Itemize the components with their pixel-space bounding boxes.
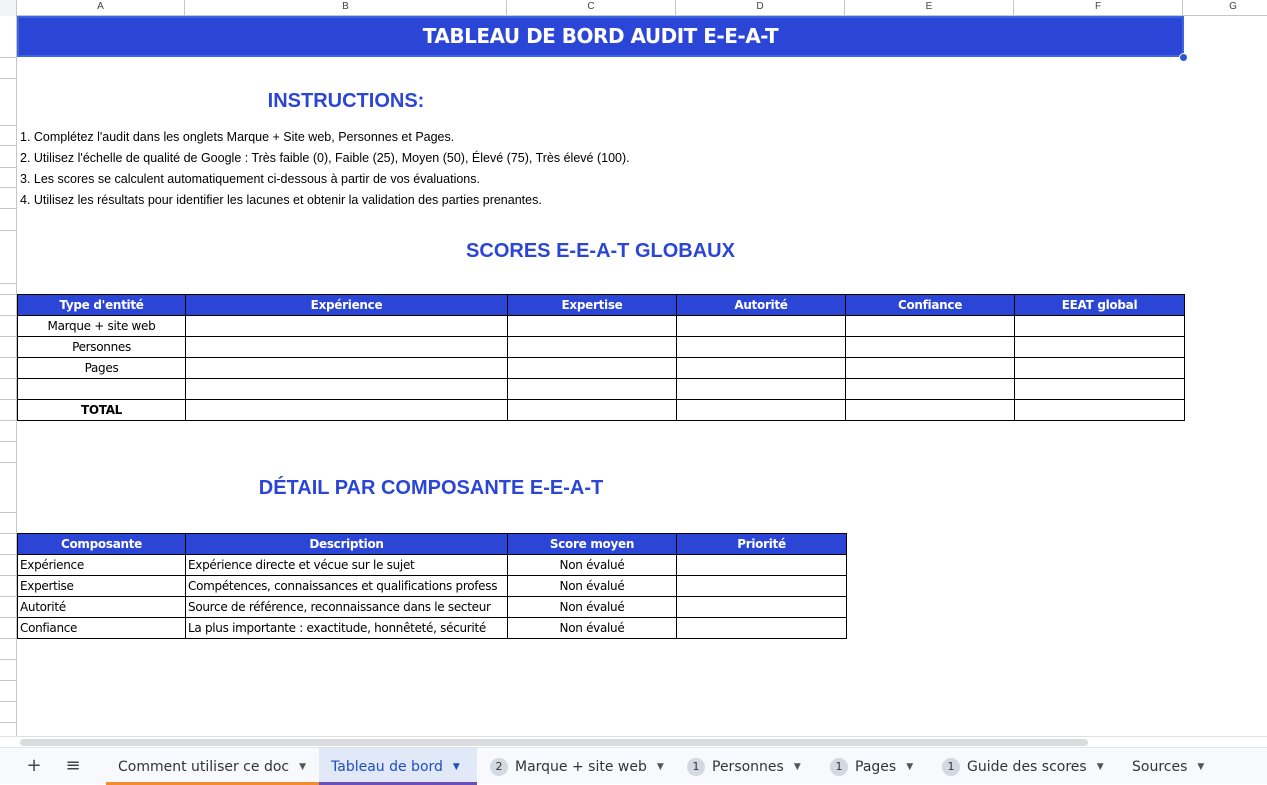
column-header-d[interactable]: D bbox=[676, 0, 845, 16]
total-cell[interactable] bbox=[677, 400, 846, 421]
header-type-entite[interactable]: Type d'entité bbox=[18, 295, 186, 316]
chevron-down-icon[interactable]: ▼ bbox=[793, 761, 801, 772]
score-cell[interactable] bbox=[677, 358, 846, 379]
score-cell[interactable] bbox=[846, 316, 1015, 337]
sheet-tab-bar bbox=[0, 747, 1267, 784]
column-header-c[interactable]: C bbox=[507, 0, 676, 16]
column-header-bar bbox=[0, 0, 1267, 16]
entity-cell[interactable]: Personnes bbox=[18, 337, 186, 358]
header-composante[interactable]: Composante bbox=[18, 534, 186, 555]
total-cell[interactable] bbox=[846, 400, 1015, 421]
score-cell[interactable] bbox=[186, 379, 508, 400]
chevron-down-icon[interactable]: ▼ bbox=[1096, 761, 1104, 772]
add-sheet-icon[interactable]: + bbox=[26, 755, 42, 776]
priorite-cell[interactable] bbox=[677, 618, 847, 639]
header-autorite[interactable]: Autorité bbox=[677, 295, 846, 316]
table-total-row bbox=[18, 400, 1185, 421]
tab-tableau-de-bord[interactable] bbox=[319, 748, 477, 785]
description-cell[interactable]: La plus importante : exactitude, honnêteté, sécurité bbox=[186, 618, 508, 639]
chevron-down-icon[interactable]: ▼ bbox=[1197, 761, 1205, 772]
entity-cell[interactable] bbox=[18, 379, 186, 400]
score-moyen-cell[interactable]: Non évalué bbox=[508, 576, 677, 597]
total-cell[interactable] bbox=[186, 400, 508, 421]
score-cell[interactable] bbox=[508, 316, 677, 337]
column-header-f[interactable]: F bbox=[1014, 0, 1183, 16]
header-experience[interactable]: Expérience bbox=[186, 295, 508, 316]
tab-label: Tableau de bord bbox=[331, 758, 443, 775]
header-expertise[interactable]: Expertise bbox=[508, 295, 677, 316]
score-cell[interactable] bbox=[1015, 316, 1185, 337]
global-scores-heading: SCORES E-E-A-T GLOBAUX bbox=[466, 240, 735, 262]
composante-cell[interactable]: Confiance bbox=[18, 618, 186, 639]
column-header-a[interactable]: A bbox=[17, 0, 185, 16]
tab-personnes[interactable] bbox=[675, 748, 813, 785]
header-description[interactable]: Description bbox=[186, 534, 508, 555]
score-cell[interactable] bbox=[1015, 337, 1185, 358]
priorite-cell[interactable] bbox=[677, 555, 847, 576]
score-cell[interactable] bbox=[508, 358, 677, 379]
comment-count-badge: 2 bbox=[490, 758, 508, 776]
horizontal-scrollbar[interactable] bbox=[0, 736, 1267, 747]
priorite-cell[interactable] bbox=[677, 576, 847, 597]
tab-comment-utiliser-ce-doc[interactable] bbox=[106, 748, 319, 785]
instruction-item: 2. Utilisez l'échelle de qualité de Google : Très faible (0), Faible (25), Moyen (50), Élevé (75), Très élevé (100). bbox=[20, 151, 630, 165]
composante-cell[interactable]: Expertise bbox=[18, 576, 186, 597]
score-cell[interactable] bbox=[508, 379, 677, 400]
score-moyen-cell[interactable]: Non évalué bbox=[508, 618, 677, 639]
global-scores-table bbox=[17, 294, 1185, 421]
entity-cell[interactable]: Marque + site web bbox=[18, 316, 186, 337]
table-row bbox=[18, 555, 847, 576]
detail-table bbox=[17, 533, 847, 639]
selection-fill-handle[interactable] bbox=[1179, 53, 1188, 62]
description-cell[interactable]: Source de référence, reconnaissance dans le secteur bbox=[186, 597, 508, 618]
column-header-e[interactable]: E bbox=[845, 0, 1014, 16]
score-cell[interactable] bbox=[846, 358, 1015, 379]
tab-sources[interactable] bbox=[1120, 748, 1216, 785]
score-cell[interactable] bbox=[677, 316, 846, 337]
total-cell[interactable] bbox=[508, 400, 677, 421]
instruction-item: 4. Utilisez les résultats pour identifier les lacunes et obtenir la validation des parties prenantes. bbox=[20, 193, 542, 207]
description-cell[interactable]: Expérience directe et vécue sur le sujet bbox=[186, 555, 508, 576]
column-header-g[interactable]: G bbox=[1229, 1, 1237, 12]
detail-heading: DÉTAIL PAR COMPOSANTE E-E-A-T bbox=[258, 477, 604, 499]
score-cell[interactable] bbox=[508, 337, 677, 358]
select-all-corner[interactable] bbox=[0, 0, 17, 16]
composante-cell[interactable]: Expérience bbox=[18, 555, 186, 576]
tab-pages[interactable] bbox=[818, 748, 925, 785]
tab-label: Comment utiliser ce doc bbox=[118, 758, 290, 775]
composante-cell[interactable]: Autorité bbox=[18, 597, 186, 618]
dashboard-title-cell[interactable]: TABLEAU DE BORD AUDIT E-E-A-T bbox=[17, 16, 1184, 57]
instruction-item: 3. Les scores se calculent automatiquement ci-dessous à partir de vos évaluations. bbox=[20, 172, 480, 186]
score-cell[interactable] bbox=[1015, 379, 1185, 400]
chevron-down-icon[interactable]: ▼ bbox=[299, 761, 307, 772]
all-sheets-menu-icon[interactable]: ≡ bbox=[65, 755, 81, 776]
header-priorite[interactable]: Priorité bbox=[677, 534, 847, 555]
scrollbar-thumb[interactable] bbox=[20, 739, 1088, 746]
table-row bbox=[18, 618, 847, 639]
table-header-row bbox=[18, 295, 1185, 316]
total-cell[interactable] bbox=[1015, 400, 1185, 421]
header-confiance[interactable]: Confiance bbox=[846, 295, 1015, 316]
row-header-bar[interactable] bbox=[0, 16, 17, 736]
tab-label: Guide des scores bbox=[967, 758, 1087, 775]
comment-count-badge: 1 bbox=[687, 758, 705, 776]
score-moyen-cell[interactable]: Non évalué bbox=[508, 597, 677, 618]
comment-count-badge: 1 bbox=[942, 758, 960, 776]
table-row bbox=[18, 358, 1185, 379]
score-cell[interactable] bbox=[186, 337, 508, 358]
table-row bbox=[18, 337, 1185, 358]
table-row bbox=[18, 597, 847, 618]
total-label-cell[interactable]: TOTAL bbox=[18, 400, 186, 421]
score-cell[interactable] bbox=[846, 337, 1015, 358]
score-cell[interactable] bbox=[1015, 358, 1185, 379]
score-moyen-cell[interactable]: Non évalué bbox=[508, 555, 677, 576]
column-header-b[interactable]: B bbox=[185, 0, 507, 16]
chevron-down-icon[interactable]: ▼ bbox=[452, 761, 460, 772]
entity-cell[interactable]: Pages bbox=[18, 358, 186, 379]
table-row bbox=[18, 316, 1185, 337]
table-header-row bbox=[18, 534, 847, 555]
tab-guide-des-scores[interactable] bbox=[930, 748, 1116, 785]
score-cell[interactable] bbox=[677, 337, 846, 358]
tab-label: Personnes bbox=[712, 758, 784, 775]
tab-label: Pages bbox=[855, 758, 897, 775]
tab-label: Sources bbox=[1132, 758, 1188, 775]
tab-marque-site-web[interactable] bbox=[478, 748, 676, 785]
header-score-moyen[interactable]: Score moyen bbox=[508, 534, 677, 555]
tab-label: Marque + site web bbox=[515, 758, 647, 775]
score-cell[interactable] bbox=[186, 358, 508, 379]
description-cell[interactable]: Compétences, connaissances et qualifications profess bbox=[186, 576, 508, 597]
table-row bbox=[18, 379, 1185, 400]
score-cell[interactable] bbox=[846, 379, 1015, 400]
header-eeat-global[interactable]: EEAT global bbox=[1015, 295, 1185, 316]
priorite-cell[interactable] bbox=[677, 597, 847, 618]
chevron-down-icon[interactable]: ▼ bbox=[906, 761, 914, 772]
table-row bbox=[18, 576, 847, 597]
comment-count-badge: 1 bbox=[830, 758, 848, 776]
instruction-item: 1. Complétez l'audit dans les onglets Marque + Site web, Personnes et Pages. bbox=[20, 130, 455, 144]
chevron-down-icon[interactable]: ▼ bbox=[656, 761, 664, 772]
score-cell[interactable] bbox=[186, 316, 508, 337]
score-cell[interactable] bbox=[677, 379, 846, 400]
instructions-heading: INSTRUCTIONS: bbox=[267, 90, 425, 112]
